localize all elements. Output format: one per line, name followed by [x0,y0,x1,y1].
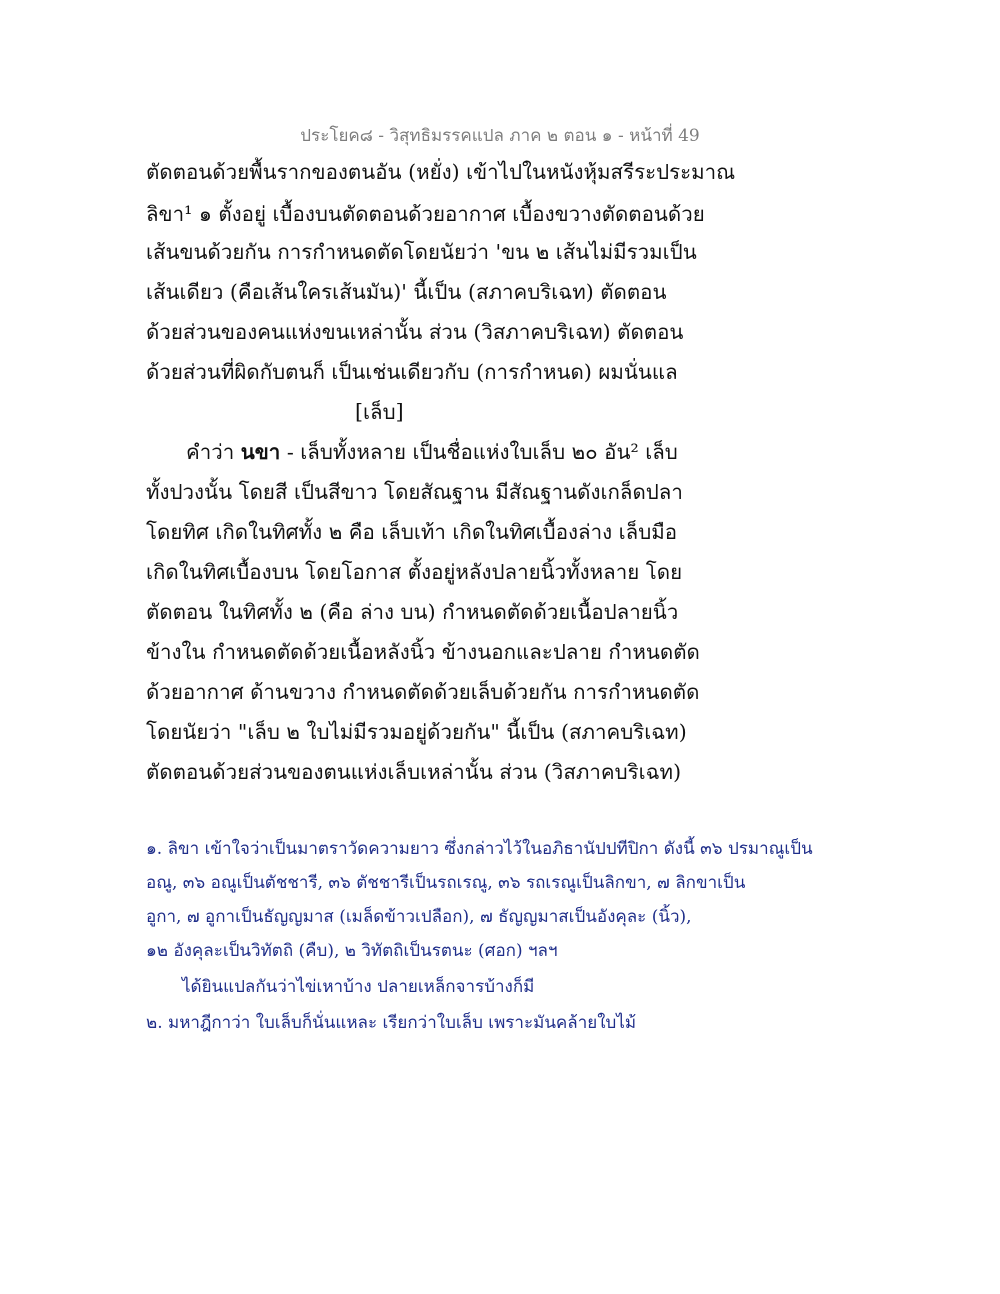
footnote-line: ๒. มหาฎีกาว่า ใบเล็บก็นั่นแหละ เรียกว่าใบเล็บ เพราะมันคล้ายใบไม้ [146,1013,637,1033]
body-line: ทั้งปวงนั้น โดยสี เป็นสีขาว โดยสัณฐาน มีสัณฐานดังเกล็ดปลา [146,480,683,504]
footnote-line: อูกา, ๗ อูกาเป็นธัญญมาส (เมล็ดข้าวเปลือก), ๗ ธัญญมาสเป็นอังคุละ (นิ้ว), [146,907,692,927]
body-line: ด้วยส่วนที่ผิดกับตนก็ เป็นเช่นเดียวกับ (การกำหนด) ผมนั่นแล [146,360,678,384]
body-line: เส้นเดียว (คือเส้นใครเส้นมัน)' นี้เป็น (สภาคบริเฉท) ตัดตอน [146,280,667,304]
para-rest: - เล็บทั้งหลาย เป็นชื่อแห่งใบเล็บ ๒๐ อัน² เล็บ [280,440,678,464]
term-bold: นขา [240,440,281,464]
paragraph-first-line [186,432,678,472]
body-line: ข้างใน กำหนดตัดด้วยเนื้อหลังนิ้ว ข้างนอกและปลาย กำหนดตัด [146,640,700,664]
section-title: [เล็บ] [355,400,404,424]
body-line: ตัดตอน ในทิศทั้ง ๒ (คือ ล่าง บน) กำหนดตัดด้วยเนื้อปลายนิ้ว [146,600,679,624]
body-line: ลิขา¹ ๑ ตั้งอยู่ เบื้องบนตัดตอนด้วยอากาศ เบื้องขวางตัดตอนด้วย [146,202,705,226]
body-line: เส้นขนด้วยกัน การกำหนดตัดโดยนัยว่า 'ขน ๒ เส้นไม่มีรวมเป็น [146,240,697,264]
footnote-line: ๑. ลิขา เข้าใจว่าเป็นมาตราวัดความยาว ซึ่งกล่าวไว้ในอภิธานัปปทีปิกา ดังนี้ ๓๖ ปรมาณูเป็น [146,839,813,859]
body-line: โดยนัยว่า "เล็บ ๒ ใบไม่มีรวมอยู่ด้วยกัน" นี้เป็น (สภาคบริเฉท) [146,720,687,744]
footnote-line: ๑๒ อังคุละเป็นวิทัตถิ (คืบ), ๒ วิทัตถิเป็นรตนะ (ศอก) ฯลฯ [146,941,558,961]
body-line: ตัดตอนด้วยพื้นรากของตนอัน (หยั่ง) เข้าไปในหนังหุ้มสรีระประมาณ [146,160,736,184]
para-lead: คำว่า [186,440,241,464]
body-line: ด้วยอากาศ ด้านขวาง กำหนดตัดด้วยเล็บด้วยกัน การกำหนดตัด [146,680,700,704]
footnote-line: อณู, ๓๖ อณูเป็นตัชชารี, ๓๖ ตัชชารีเป็นรถเรณู, ๓๖ รถเรณูเป็นลิกขา, ๗ ลิกขาเป็น [146,873,746,893]
body-line: ตัดตอนด้วยส่วนของตนแห่งเล็บเหล่านั้น ส่วน (วิสภาคบริเฉท) [146,760,682,784]
body-line: ด้วยส่วนของคนแห่งขนเหล่านั้น ส่วน (วิสภาคบริเฉท) ตัดตอน [146,320,684,344]
body-line: โดยทิศ เกิดในทิศทั้ง ๒ คือ เล็บเท้า เกิดในทิศเบื้องล่าง เล็บมือ [146,520,678,544]
footnote-line: ได้ยินแปลกันว่าไข่เหาบ้าง ปลายเหล็กจารบ้างก็มี [182,977,535,997]
page-header: ประโยค๘ - วิสุทธิมรรคแปล ภาค ๒ ตอน ๑ - หน้าที่ 49 [300,126,700,146]
body-line: เกิดในทิศเบื้องบน โดยโอกาส ตั้งอยู่หลังปลายนิ้วทั้งหลาย โดย [146,560,683,584]
